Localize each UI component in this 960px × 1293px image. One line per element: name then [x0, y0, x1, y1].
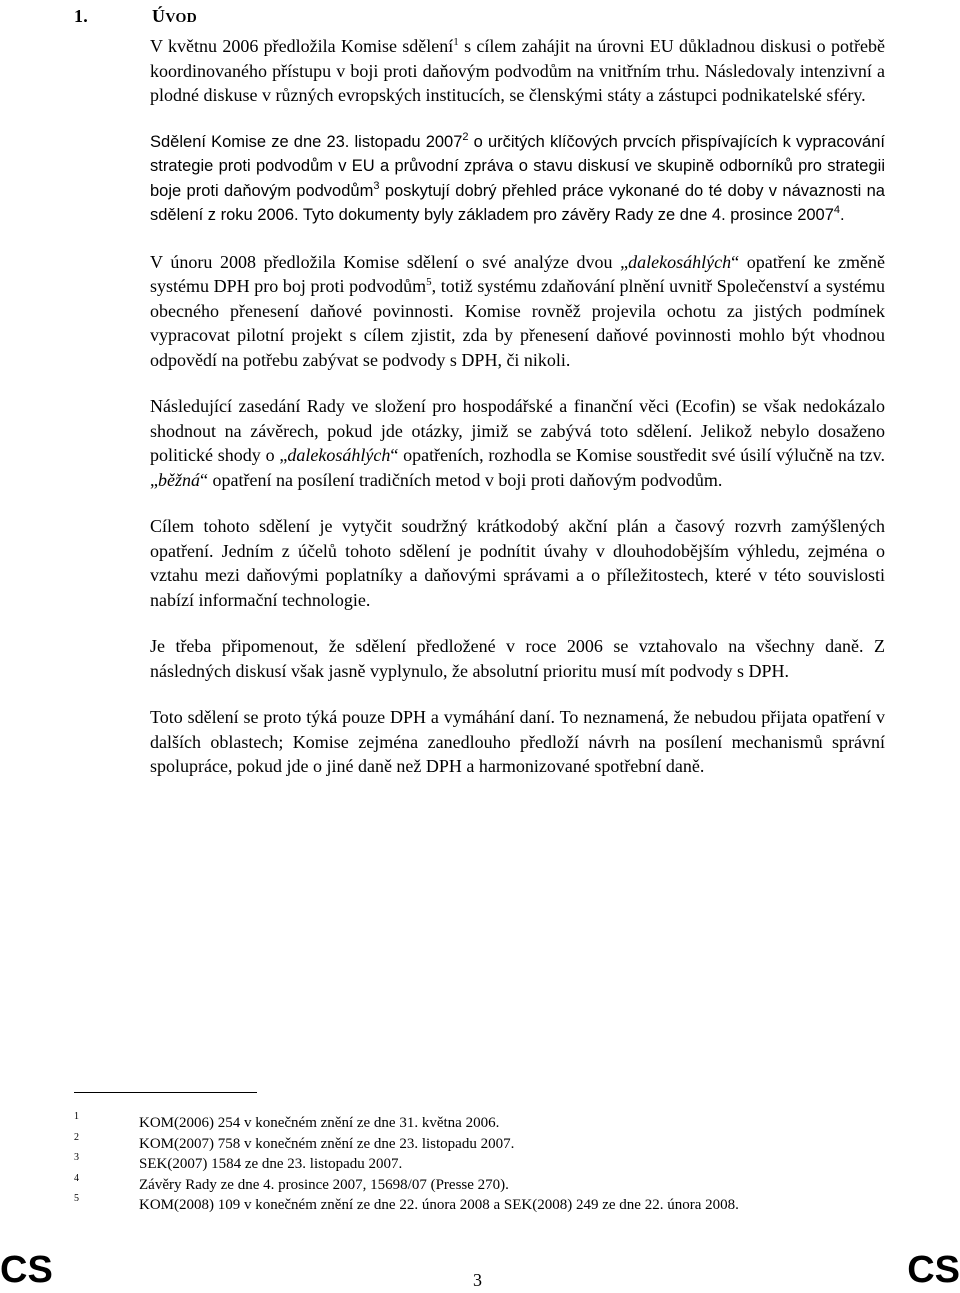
footnote-ref-5: 5 [426, 276, 432, 288]
footnote-number: 2 [74, 1131, 79, 1143]
paragraph-4-text-b: “ opatřeních, rozhodla se Komise soustředit své úsilí výlučně na tzv. „ [150, 445, 885, 490]
footnote-number: 3 [74, 1152, 79, 1163]
footnote-text: KOM(2007) 758 v konečném znění ze dne 23. listopadu 2007. [139, 1135, 515, 1152]
footnote-text: SEK(2007) 1584 ze dne 23. listopadu 2007. [139, 1156, 403, 1172]
section-heading [74, 6, 197, 27]
paragraph-2-text-c: poskytují dobrý přehled práce vykonané do té doby v návaznosti na sdělení z roku 2006. Tyto dokumenty byly základem pro závěry Rady ze dne 4. prosince 2007 [150, 181, 885, 224]
section-title-initial: Ú [152, 6, 166, 26]
footnote-item [74, 1195, 894, 1216]
footer-language-left: CS [0, 1249, 53, 1291]
paragraph-4-italic-2: běžná [158, 469, 200, 490]
footnote-text: Závěry Rady ze dne 4. prosince 2007, 15698/07 (Presse 270). [139, 1176, 509, 1193]
paragraph-3-text-b: “ opatření ke změně systému DPH pro boj proti podvodům [150, 251, 886, 296]
page-number: 3 [473, 1270, 482, 1290]
footnote-text: KOM(2006) 254 v konečném znění ze dne 31. května 2006. [139, 1115, 500, 1131]
section-title-rest: VOD [165, 11, 198, 26]
paragraph-2 [150, 130, 885, 228]
paragraph-2-text-a: Sdělení Komise ze dne 23. listopadu 2007 [150, 132, 463, 151]
paragraph-3-text-a: V únoru 2008 předložila Komise sdělení o své analýze dvou „ [150, 251, 629, 272]
section-number: 1. [74, 6, 89, 26]
paragraph-3-text-c: , totiž systému zdaňování plnění uvnitř Společenství a systému obecného přenesení daňové povinnosti. Komise rovněž projevila ochotu za jistých podmínek vypracovat pilotní projekt s cílem zjistit, zda by přenesení daňové povinnosti mohlo být vhodnou odpovědí na potřebu zabývat se podvody s DPH, či nikoli. [150, 276, 885, 370]
footnote-text: KOM(2008) 109 v konečném znění ze dne 22. února 2008 a SEK(2008) 249 ze dne 22. února 2008. [139, 1197, 739, 1213]
paragraph-4-text-a: Následující zasedání Rady ve složení pro hospodářské a finanční věci (Ecofin) se však nedokázalo shodnout na závěrech, pokud jde otázky, jimiž se zabývá toto sdělení. Jelikož nebylo dosaženo politické shody o „ [150, 396, 885, 465]
paragraph-5: Cílem tohoto sdělení je vytyčit soudržný krátkodobý akční plán a časový rozvrh zamýšlených opatření. Jedním z účelů tohoto sdělení je podnítit úvahy v dlouhodobějším výhledu, zejména o vztahu mezi daňovými poplatníky a daňovými správami a o příležitostech, které v této souvislosti nabízí informační technologie. [150, 516, 885, 610]
footnote-ref-2: 2 [462, 130, 469, 143]
body-text [150, 34, 885, 801]
paragraph-4-text-c: “ opatření na posílení tradičních metod v boji proti daňovým podvodům. [200, 469, 723, 490]
paragraph-1 [150, 34, 885, 108]
paragraph-3-italic: dalekosáhlých [628, 251, 732, 272]
paragraph-2-text-b: o určitých klíčových prvcích přispívajících k vypracování strategie proti podvodům v EU a průvodní zpráva o stavu diskusí ve skupině odborníků pro strategii boje proti daňovým podvodům [150, 132, 885, 200]
footnotes [74, 1113, 894, 1216]
footnote-number: 5 [74, 1193, 79, 1204]
footnote-item [74, 1154, 894, 1175]
footnote-ref-4: 4 [833, 204, 841, 216]
paragraph-4-italic-1: dalekosáhlých [287, 445, 391, 465]
footer-language-right: CS [907, 1249, 960, 1291]
paragraph-1-text-b: s cílem zahájit na úrovni EU důkladnou diskusi o potřebě koordinovaného přístupu v boji proti daňovým podvodům na vnitřním trhu. Následovaly intenzivní a plodné diskuse v různých evropských institucích, se členskými státy a zástupci podnikatelské sféry. [150, 36, 885, 105]
paragraph-2-text-d: . [840, 206, 845, 224]
footnote-number: 1 [74, 1111, 79, 1122]
footnote-item [74, 1113, 894, 1134]
paragraph-3 [150, 250, 885, 373]
paragraph-1-text-a: V květnu 2006 předložila Komise sdělení [150, 36, 454, 56]
footnote-separator [74, 1092, 257, 1093]
footnote-item [74, 1131, 894, 1155]
paragraph-7: Toto sdělení se proto týká pouze DPH a vymáhání daní. To neznamená, že nebudou přijata opatření v dalších oblastech; Komise zejména zanedlouho předloží návrh na posílení mechanismů správní spolupráce, pokud jde o jiné daně než DPH a harmonizované spotřební daně. [150, 707, 885, 776]
footnote-ref-1: 1 [453, 36, 459, 48]
footnote-item [74, 1172, 894, 1196]
footnote-number: 4 [74, 1172, 79, 1184]
footnote-ref-3: 3 [373, 179, 380, 192]
paragraph-4 [150, 394, 885, 492]
paragraph-6: Je třeba připomenout, že sdělení předložené v roce 2006 se vztahovalo na všechny daně. Z následných diskusí však jasně vyplynulo, že absolutní prioritu musí mít podvody s DPH. [150, 636, 885, 681]
